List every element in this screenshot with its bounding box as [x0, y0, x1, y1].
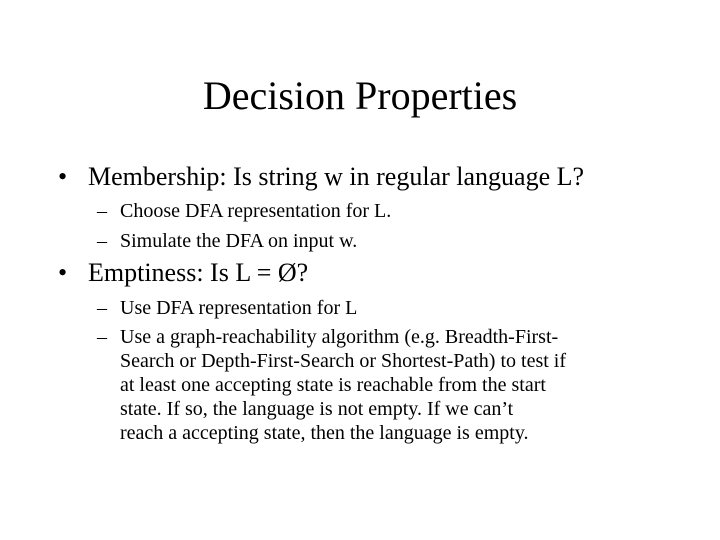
subitem-line: Simulate the DFA on input w. — [120, 230, 358, 252]
subitem-marker: – — [97, 200, 107, 222]
bullet-marker: • — [58, 258, 68, 287]
subitem-marker: – — [97, 326, 107, 348]
subitem-text — [120, 296, 640, 320]
bullet-marker: • — [58, 162, 68, 191]
subitem-line: Use DFA representation for L — [120, 297, 358, 319]
bullet-text: Emptiness: Is L = Ø? — [88, 258, 309, 287]
subitem-text — [120, 325, 640, 445]
subitem-line: at least one accepting state is reachable from the start — [120, 374, 546, 396]
subitem-text — [120, 199, 640, 223]
subitem-line: Choose DFA representation for L. — [120, 200, 392, 222]
subitem-marker: – — [97, 297, 107, 319]
slide-title: Decision Properties — [202, 73, 518, 118]
subitem-line: reach a accepting state, then the language is empty. — [120, 422, 529, 444]
subitem-line: state. If so, the language is not empty. If we can’t — [120, 398, 514, 420]
bullet-text: Membership: Is string w in regular language L? — [88, 162, 585, 191]
subitem-line: Use a graph-reachability algorithm (e.g. Breadth-First- — [120, 326, 559, 348]
subitem-line: Search or Depth-First-Search or Shortest-Path) to test if — [120, 350, 567, 372]
subitem-text — [120, 229, 640, 253]
subitem-marker: – — [97, 230, 107, 252]
